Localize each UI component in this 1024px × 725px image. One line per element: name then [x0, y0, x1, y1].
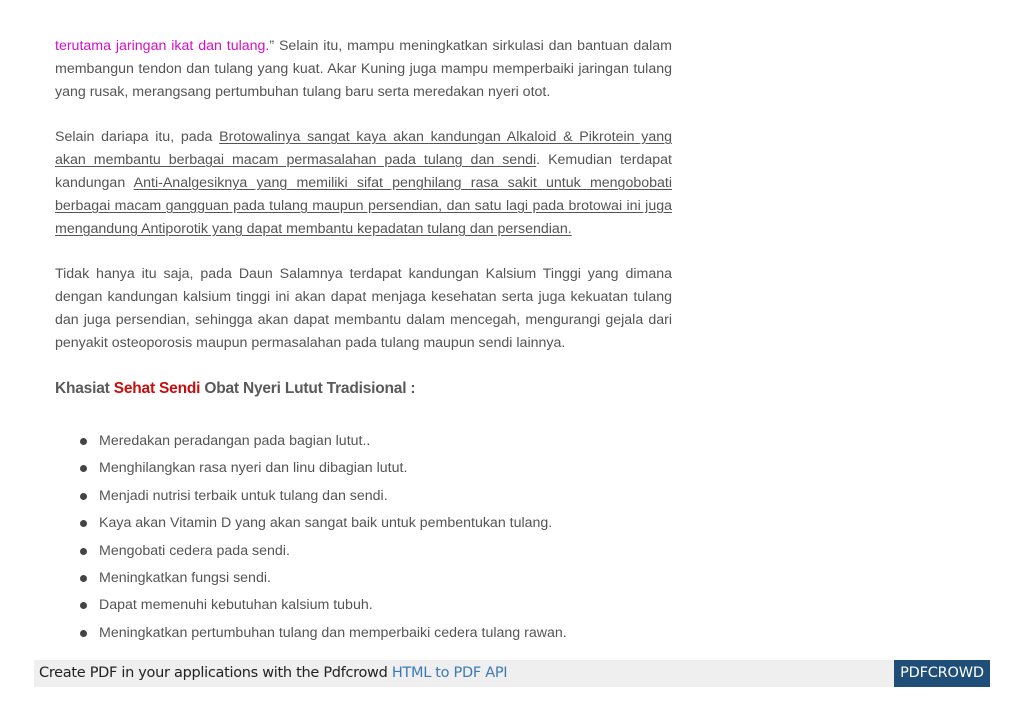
list-item-text: Mengobati cedera pada sendi. [99, 542, 290, 559]
list-item [80, 512, 680, 539]
list-item-text: Kaya akan Vitamin D yang akan sangat baik untuk pembentukan tulang. [99, 515, 553, 532]
section-heading [55, 377, 672, 400]
html-to-pdf-api-link[interactable]: HTML to PDF API [391, 665, 508, 681]
list-item [80, 485, 680, 512]
bullet-icon [80, 575, 87, 582]
bullet-icon [80, 548, 87, 555]
bullet-icon [80, 493, 87, 500]
list-item-text: Meningkatkan fungsi sendi. [99, 569, 271, 586]
list-item [80, 457, 680, 484]
footer-caption: Create PDF in your applications with the Pdfcrowd [39, 665, 392, 681]
pdfcrowd-badge-button[interactable]: PDFCROWD [894, 660, 990, 687]
pdfcrowd-footer-bar [34, 660, 990, 687]
list-item-text: Meningkatkan pertumbuhan tulang dan memperbaiki cedera tulang rawan. [99, 624, 567, 641]
paragraph-2-intro: Selain dariapa itu, pada [55, 129, 220, 145]
footer-text [39, 665, 507, 681]
list-item [80, 540, 680, 567]
list-item-text: Meredakan peradangan pada bagian lutut.. [99, 433, 371, 449]
highlighted-quote[interactable]: terutama jaringan ikat dan tulang. [55, 38, 270, 54]
heading-after: Obat Nyeri Lutut Tradisional : [200, 380, 416, 397]
list-item-text: Menghilangkan rasa nyeri dan linu dibagian lutut. [99, 460, 408, 477]
paragraph-2-middle: . Kemudian terdapat kandungan [55, 152, 672, 191]
paragraph-1-text: ” Selain itu, mampu meningkatkan sirkulasi dan bantuan dalam membangun tendon dan tulang yang kuat. Akar Kuning juga mampu memperbaiki jaringan tulang yang rusak, merangsang pertumbuhan tulang baru serta meredakan nyeri otot. [55, 38, 672, 100]
list-item-text: Menjadi nutrisi terbaik untuk tulang dan sendi. [99, 487, 388, 504]
paragraph-3: Tidak hanya itu saja, pada Daun Salamnya terdapat kandungan Kalsium Tinggi yang dimana dengan kandungan kalsium tinggi ini akan dapat menjaga kesehatan serta juga kekuatan tulang dan juga persendian, sehingga akan dapat membantu dalam mencegah, mengurangi gejala dari penyakit osteoporosis maupun permasalahan pada tulang maupun sendi lainnya. [55, 266, 672, 351]
anti-analgesik-link[interactable]: Anti-Analgesiknya yang memiliki sifat penghilang rasa sakit untuk mengobobati berbagai macam gangguan pada tulang maupun persendian, dan satu lagi pada brotowai ini juga mengandung Antiporotik yang dapat membantu kepadatan tulang dan persendian. [55, 175, 672, 237]
heading-before: Khasiat [55, 380, 114, 397]
list-item [80, 567, 680, 594]
benefits-list [80, 430, 680, 649]
article-body [55, 35, 672, 400]
brotowali-link[interactable]: Brotowalinya sangat kaya akan kandungan Alkaloid & Pikrotein yang akan membantu berbagai macam permasalahan pada tulang dan sendi [55, 129, 672, 168]
list-item [80, 594, 680, 621]
bullet-icon [80, 438, 87, 445]
paragraph-1 [55, 35, 672, 104]
bullet-icon [80, 602, 87, 609]
bullet-icon [80, 630, 87, 637]
list-item [80, 622, 680, 649]
bullet-icon [80, 520, 87, 527]
heading-highlight: Sehat Sendi [113, 380, 201, 397]
bullet-icon [80, 465, 87, 472]
list-item-text: Dapat memenuhi kebutuhan kalsium tubuh. [99, 597, 373, 614]
paragraph-2 [55, 126, 672, 241]
list-item [80, 430, 680, 457]
